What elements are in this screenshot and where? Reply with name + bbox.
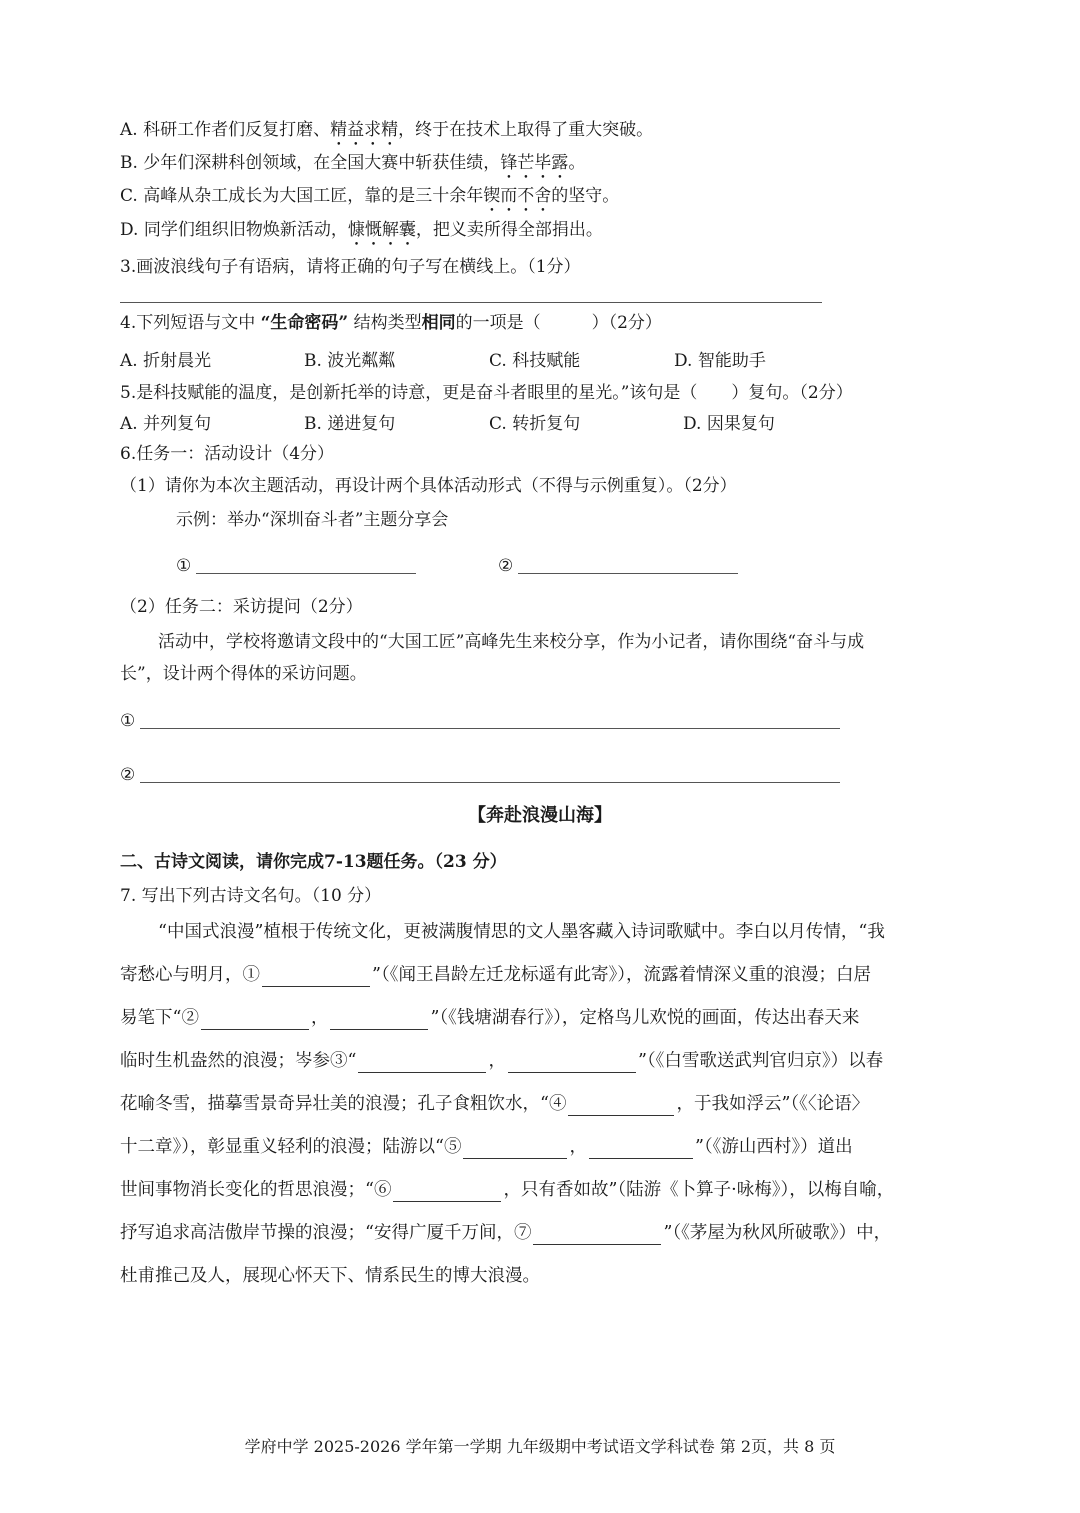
q7-line7: 世间事物消长变化的哲思浪漫；“⑥ ，只有香如故”（陆游《卜算子·咏梅》），以梅自喻， bbox=[120, 1180, 895, 1200]
q7-line9: 杜甫推己及人，展现心怀天下、情系民生的博大浪漫。 bbox=[120, 1266, 540, 1286]
blank-5a[interactable] bbox=[463, 1140, 567, 1159]
q6-question1-label: ① bbox=[120, 711, 136, 731]
q7-line6: 十二章》），彰显重义轻利的浪漫；陆游以“⑤ ， ”（《游山西村》）道出 bbox=[120, 1137, 853, 1157]
q2-option-a: A. 科研工作者们反复打磨、精益求精，终于在技术上取得了重大突破。 bbox=[120, 120, 654, 140]
blank-7[interactable] bbox=[533, 1226, 661, 1245]
blank-2a[interactable] bbox=[201, 1011, 309, 1030]
q6-paragraph-line2: 长”，设计两个得体的采访问题。 bbox=[120, 664, 367, 684]
blank-6[interactable] bbox=[393, 1183, 501, 1202]
q6-sub1: （1）请你为本次主题活动，再设计两个具体活动形式（不得与示例重复）。（2分） bbox=[120, 476, 737, 496]
q5-option-c: C. 转折复句 bbox=[489, 414, 581, 434]
q6-example: 示例：举办“深圳奋斗者”主题分享会 bbox=[176, 510, 449, 530]
q7-line4: 临时生机盎然的浪漫；岑参③“ ， ”（《白雪歌送武判官归京》）以春 bbox=[120, 1051, 884, 1071]
blank-2b[interactable] bbox=[330, 1011, 428, 1030]
q6-answer2-line[interactable] bbox=[518, 573, 738, 574]
q4-option-b: B. 波光粼粼 bbox=[304, 351, 396, 371]
q5-option-b: B. 递进复句 bbox=[304, 414, 396, 434]
q7-title: 7. 写出下列古诗文名句。（10 分） bbox=[120, 886, 382, 906]
part2-heading: 二、古诗文阅读，请你完成7-13题任务。（23 分） bbox=[120, 852, 507, 872]
q6-question2-line[interactable] bbox=[140, 782, 840, 783]
q6-question2-label: ② bbox=[120, 765, 136, 785]
blank-5b[interactable] bbox=[589, 1140, 693, 1159]
q6-sub2: （2）任务二：采访提问（2分） bbox=[120, 597, 363, 617]
q6-answer2-label: ② bbox=[498, 556, 514, 576]
blank-4[interactable] bbox=[568, 1097, 674, 1116]
q6-paragraph-line1: 活动中，学校将邀请文段中的“大国工匠”高峰先生来校分享，作为小记者，请你围绕“奋斗与成 bbox=[158, 632, 865, 652]
q3-answer-line[interactable] bbox=[120, 302, 822, 303]
q2-option-c: C. 高峰从杂工成长为大国工匠，靠的是三十余年锲而不舍的坚守。 bbox=[120, 186, 620, 206]
q6-title: 6.任务一：活动设计（4分） bbox=[120, 444, 335, 464]
blank-1[interactable] bbox=[262, 968, 370, 987]
q2-option-d: D. 同学们组织旧物焕新活动，慷慨解囊，把义卖所得全部捐出。 bbox=[120, 220, 603, 240]
q7-line3: 易笔下“② ， ”（《钱塘湖春行》），定格鸟儿欢悦的画面，传达出春天来 bbox=[120, 1008, 860, 1028]
q3-stem: 3.画波浪线句子有语病，请将正确的句子写在横线上。（1分） bbox=[120, 257, 581, 277]
q4-stem: 4.下列短语与文中 “生命密码” 结构类型相同的一项是（ ）（2分） bbox=[120, 313, 662, 333]
q2-option-b: B. 少年们深耕科创领域，在全国大赛中斩获佳绩，锋芒毕露。 bbox=[120, 153, 586, 173]
blank-3a[interactable] bbox=[358, 1054, 486, 1073]
q6-answer1-label: ① bbox=[176, 556, 192, 576]
q6-question1-line[interactable] bbox=[140, 728, 840, 729]
q7-line8: 抒写追求高洁傲岸节操的浪漫；“安得广厦千万间，⑦ ”（《茅屋为秋风所破歌》）中， bbox=[120, 1223, 892, 1243]
q7-line2: 寄愁心与明月，① ”（《闻王昌龄左迁龙标遥有此寄》），流露着情深义重的浪漫；白居 bbox=[120, 965, 871, 985]
q5-option-d: D. 因果复句 bbox=[683, 414, 775, 434]
q5-stem: 5.是科技赋能的温度，是创新托举的诗意，更是奋斗者眼里的星光。”该句是（ ）复句。（2分） bbox=[120, 383, 853, 403]
blank-3b[interactable] bbox=[508, 1054, 636, 1073]
q7-line1: “中国式浪漫”植根于传统文化，更被满腹情思的文人墨客藏入诗词歌赋中。李白以月传情，“我 bbox=[158, 922, 885, 942]
q5-option-a: A. 并列复句 bbox=[120, 414, 212, 434]
q7-line5: 花喻冬雪，描摹雪景奇异壮美的浪漫；孔子食粗饮水，“④ ，于我如浮云”（《〈论语〉 bbox=[120, 1094, 870, 1114]
section-title: 【奔赴浪漫山海】 bbox=[468, 805, 612, 826]
q4-option-a: A. 折射晨光 bbox=[120, 351, 212, 371]
q6-answer1-line[interactable] bbox=[196, 573, 416, 574]
page-footer: 学府中学 2025-2026 学年第一学期 九年级期中考试语文学科试卷 第 2页，共 8 页 bbox=[244, 1437, 836, 1456]
q4-option-d: D. 智能助手 bbox=[674, 351, 766, 371]
q4-option-c: C. 科技赋能 bbox=[489, 351, 581, 371]
